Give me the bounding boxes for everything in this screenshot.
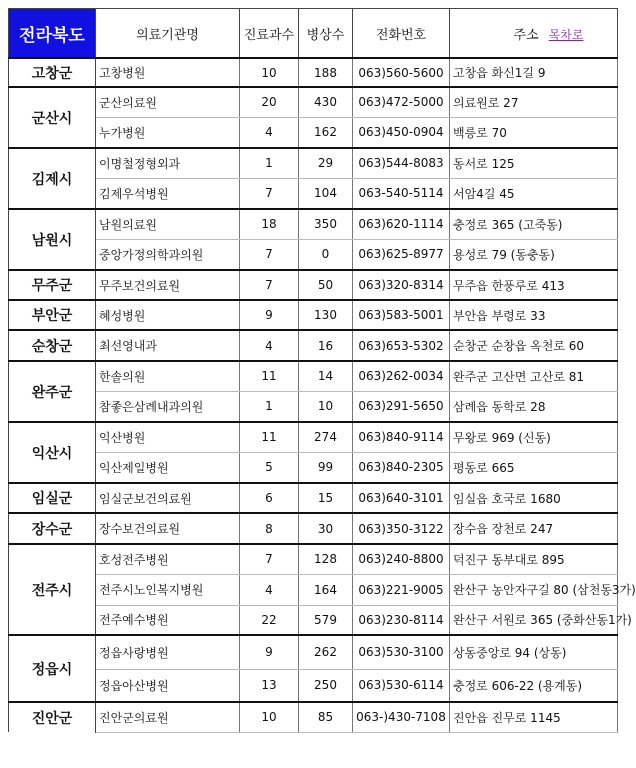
table-row: [9, 669, 618, 702]
region-title: 전라북도: [9, 9, 96, 59]
phone-cell: 063)640-3101: [353, 483, 450, 513]
hospital-name-cell: 임실군보건의료원: [96, 483, 240, 513]
hospital-table: [8, 8, 636, 733]
region-cell: 정읍시: [9, 635, 96, 702]
hospital-name-cell: 전주시노인복지병원: [96, 574, 240, 605]
phone-cell: 063)221-9005: [353, 574, 450, 605]
address-cell: 무왕로 969 (신동): [450, 422, 618, 452]
dept-count-cell: 8: [240, 513, 299, 544]
region-cell: 순창군: [9, 330, 96, 361]
hospital-name-cell: 누가병원: [96, 117, 240, 148]
bed-count-cell: 16: [299, 330, 353, 361]
phone-cell: 063)560-5600: [353, 58, 450, 87]
dept-count-cell: 13: [240, 669, 299, 702]
address-cell: 충정로 365 (고죽동): [450, 209, 618, 239]
address-cell: 덕진구 동부대로 895: [450, 544, 618, 574]
table-row: [9, 422, 618, 452]
bed-count-cell: 188: [299, 58, 353, 87]
dept-count-cell: 22: [240, 605, 299, 635]
hospital-name-cell: 참좋은삼례내과의원: [96, 391, 240, 422]
table-row: [9, 58, 618, 87]
hospital-name-cell: 중앙가정의학과의원: [96, 239, 240, 270]
hospital-name-cell: 장수보건의료원: [96, 513, 240, 544]
bed-count-cell: 579: [299, 605, 353, 635]
address-cell: 부안읍 부령로 33: [450, 300, 618, 330]
dept-count-cell: 11: [240, 361, 299, 391]
bed-count-cell: 10: [299, 391, 353, 422]
phone-cell: 063)320-8314: [353, 270, 450, 300]
hospital-name-cell: 익산제일병원: [96, 452, 240, 483]
bed-count-cell: 262: [299, 635, 353, 669]
region-cell: 고창군: [9, 58, 96, 87]
hospital-name-cell: 이명철정형외과: [96, 148, 240, 178]
hospital-name-cell: 남원의료원: [96, 209, 240, 239]
dept-count-cell: 20: [240, 87, 299, 117]
hospital-name-cell: 고창병원: [96, 58, 240, 87]
phone-cell: 063)530-3100: [353, 635, 450, 669]
address-cell: 무주읍 한풍루로 413: [450, 270, 618, 300]
table-row: [9, 513, 618, 544]
address-cell: 순창군 순창읍 옥천로 60: [450, 330, 618, 361]
phone-cell: 063)544-8083: [353, 148, 450, 178]
table-row: [9, 391, 618, 422]
table-row: [9, 702, 618, 732]
bed-count-cell: 250: [299, 669, 353, 702]
table-row: [9, 270, 618, 300]
region-cell: 임실군: [9, 483, 96, 513]
table-row: [9, 209, 618, 239]
hospital-name-cell: 진안군의료원: [96, 702, 240, 732]
bed-count-cell: 30: [299, 513, 353, 544]
hospital-name-cell: 전주예수병원: [96, 605, 240, 635]
region-cell: 장수군: [9, 513, 96, 544]
phone-cell: 063-540-5114: [353, 178, 450, 209]
phone-cell: 063)472-5000: [353, 87, 450, 117]
phone-cell: 063)625-8977: [353, 239, 450, 270]
dept-count-cell: 10: [240, 702, 299, 732]
hospital-name-cell: 정읍아산병원: [96, 669, 240, 702]
dept-count-cell: 18: [240, 209, 299, 239]
table-row: [9, 117, 618, 148]
header-row: [9, 9, 618, 59]
phone-cell: 063)530-6114: [353, 669, 450, 702]
table-row: [9, 361, 618, 391]
table-row: [9, 483, 618, 513]
phone-cell: 063)291-5650: [353, 391, 450, 422]
phone-cell: 063)620-1114: [353, 209, 450, 239]
col-header-name: 의료기관명: [96, 9, 240, 59]
table-row: [9, 300, 618, 330]
dept-count-cell: 7: [240, 178, 299, 209]
hospital-name-cell: 정읍사랑병원: [96, 635, 240, 669]
phone-cell: 063)840-2305: [353, 452, 450, 483]
address-cell: 완산구 서원로 365 (중화산동1가): [450, 605, 618, 635]
hospital-name-cell: 호성전주병원: [96, 544, 240, 574]
region-cell: 남원시: [9, 209, 96, 270]
address-cell: 서암4길 45: [450, 178, 618, 209]
address-cell: 충정로 606-22 (용계동): [450, 669, 618, 702]
phone-cell: 063)240-8800: [353, 544, 450, 574]
phone-cell: 063)262-0034: [353, 361, 450, 391]
table-row: [9, 148, 618, 178]
bed-count-cell: 162: [299, 117, 353, 148]
dept-count-cell: 10: [240, 58, 299, 87]
bed-count-cell: 0: [299, 239, 353, 270]
dept-count-cell: 6: [240, 483, 299, 513]
address-cell: 완산구 농안자구길 80 (삼천동3가): [450, 574, 618, 605]
region-cell: 익산시: [9, 422, 96, 483]
hospital-name-cell: 익산병원: [96, 422, 240, 452]
address-cell: 동서로 125: [450, 148, 618, 178]
phone-cell: 063)230-8114: [353, 605, 450, 635]
table-row: [9, 605, 618, 635]
col-header-address: [450, 9, 618, 59]
dept-count-cell: 4: [240, 574, 299, 605]
table-row: [9, 452, 618, 483]
dept-count-cell: 11: [240, 422, 299, 452]
table-row: [9, 178, 618, 209]
phone-cell: 063)350-3122: [353, 513, 450, 544]
table-row: [9, 87, 618, 117]
bed-count-cell: 430: [299, 87, 353, 117]
table-row: [9, 544, 618, 574]
region-cell: 부안군: [9, 300, 96, 330]
dept-count-cell: 4: [240, 330, 299, 361]
phone-cell: 063)840-9114: [353, 422, 450, 452]
bed-count-cell: 85: [299, 702, 353, 732]
phone-cell: 063)583-5001: [353, 300, 450, 330]
col-header-beds: 병상수: [299, 9, 353, 59]
address-cell: 의료원로 27: [450, 87, 618, 117]
bed-count-cell: 14: [299, 361, 353, 391]
bed-count-cell: 29: [299, 148, 353, 178]
address-cell: 삼례읍 동학로 28: [450, 391, 618, 422]
region-cell: 군산시: [9, 87, 96, 148]
col-header-phone: 전화번호: [353, 9, 450, 59]
phone-cell: 063)653-5302: [353, 330, 450, 361]
hospital-name-cell: 최선영내과: [96, 330, 240, 361]
dept-count-cell: 5: [240, 452, 299, 483]
region-cell: 전주시: [9, 544, 96, 635]
table-row: [9, 330, 618, 361]
bed-count-cell: 130: [299, 300, 353, 330]
address-cell: 평동로 665: [450, 452, 618, 483]
bed-count-cell: 104: [299, 178, 353, 209]
dept-count-cell: 9: [240, 300, 299, 330]
dept-count-cell: 1: [240, 148, 299, 178]
region-cell: 진안군: [9, 702, 96, 732]
table-row: [9, 574, 618, 605]
address-cell: 임실읍 호국로 1680: [450, 483, 618, 513]
hospital-name-cell: 무주보건의료원: [96, 270, 240, 300]
phone-cell: 063)450-0904: [353, 117, 450, 148]
hospital-name-cell: 혜성병원: [96, 300, 240, 330]
bed-count-cell: 50: [299, 270, 353, 300]
bed-count-cell: 274: [299, 422, 353, 452]
bed-count-cell: 15: [299, 483, 353, 513]
dept-count-cell: 9: [240, 635, 299, 669]
toc-link[interactable]: 목차로: [548, 27, 584, 42]
address-cell: 상동중앙로 94 (상동): [450, 635, 618, 669]
dept-count-cell: 7: [240, 544, 299, 574]
address-cell: 용성로 79 (동충동): [450, 239, 618, 270]
table-body: [9, 58, 636, 732]
region-cell: 무주군: [9, 270, 96, 300]
bed-count-cell: 350: [299, 209, 353, 239]
region-cell: 완주군: [9, 361, 96, 422]
col-header-depts: 진료과수: [240, 9, 299, 59]
address-cell: 완주군 고산면 고산로 81: [450, 361, 618, 391]
dept-count-cell: 1: [240, 391, 299, 422]
address-cell: 진안읍 진무로 1145: [450, 702, 618, 732]
dept-count-cell: 7: [240, 270, 299, 300]
phone-cell: 063-)430-7108: [353, 702, 450, 732]
dept-count-cell: 7: [240, 239, 299, 270]
bed-count-cell: 128: [299, 544, 353, 574]
bed-count-cell: 99: [299, 452, 353, 483]
hospital-name-cell: 김제우석병원: [96, 178, 240, 209]
table-row: [9, 239, 618, 270]
dept-count-cell: 4: [240, 117, 299, 148]
address-cell: 고창읍 화신1길 9: [450, 58, 618, 87]
address-cell: 장수읍 장천로 247: [450, 513, 618, 544]
region-cell: 김제시: [9, 148, 96, 209]
address-cell: 백릉로 70: [450, 117, 618, 148]
table-row: [9, 635, 618, 669]
hospital-name-cell: 한솔의원: [96, 361, 240, 391]
bed-count-cell: 164: [299, 574, 353, 605]
hospital-name-cell: 군산의료원: [96, 87, 240, 117]
address-label: 주소: [513, 27, 539, 43]
